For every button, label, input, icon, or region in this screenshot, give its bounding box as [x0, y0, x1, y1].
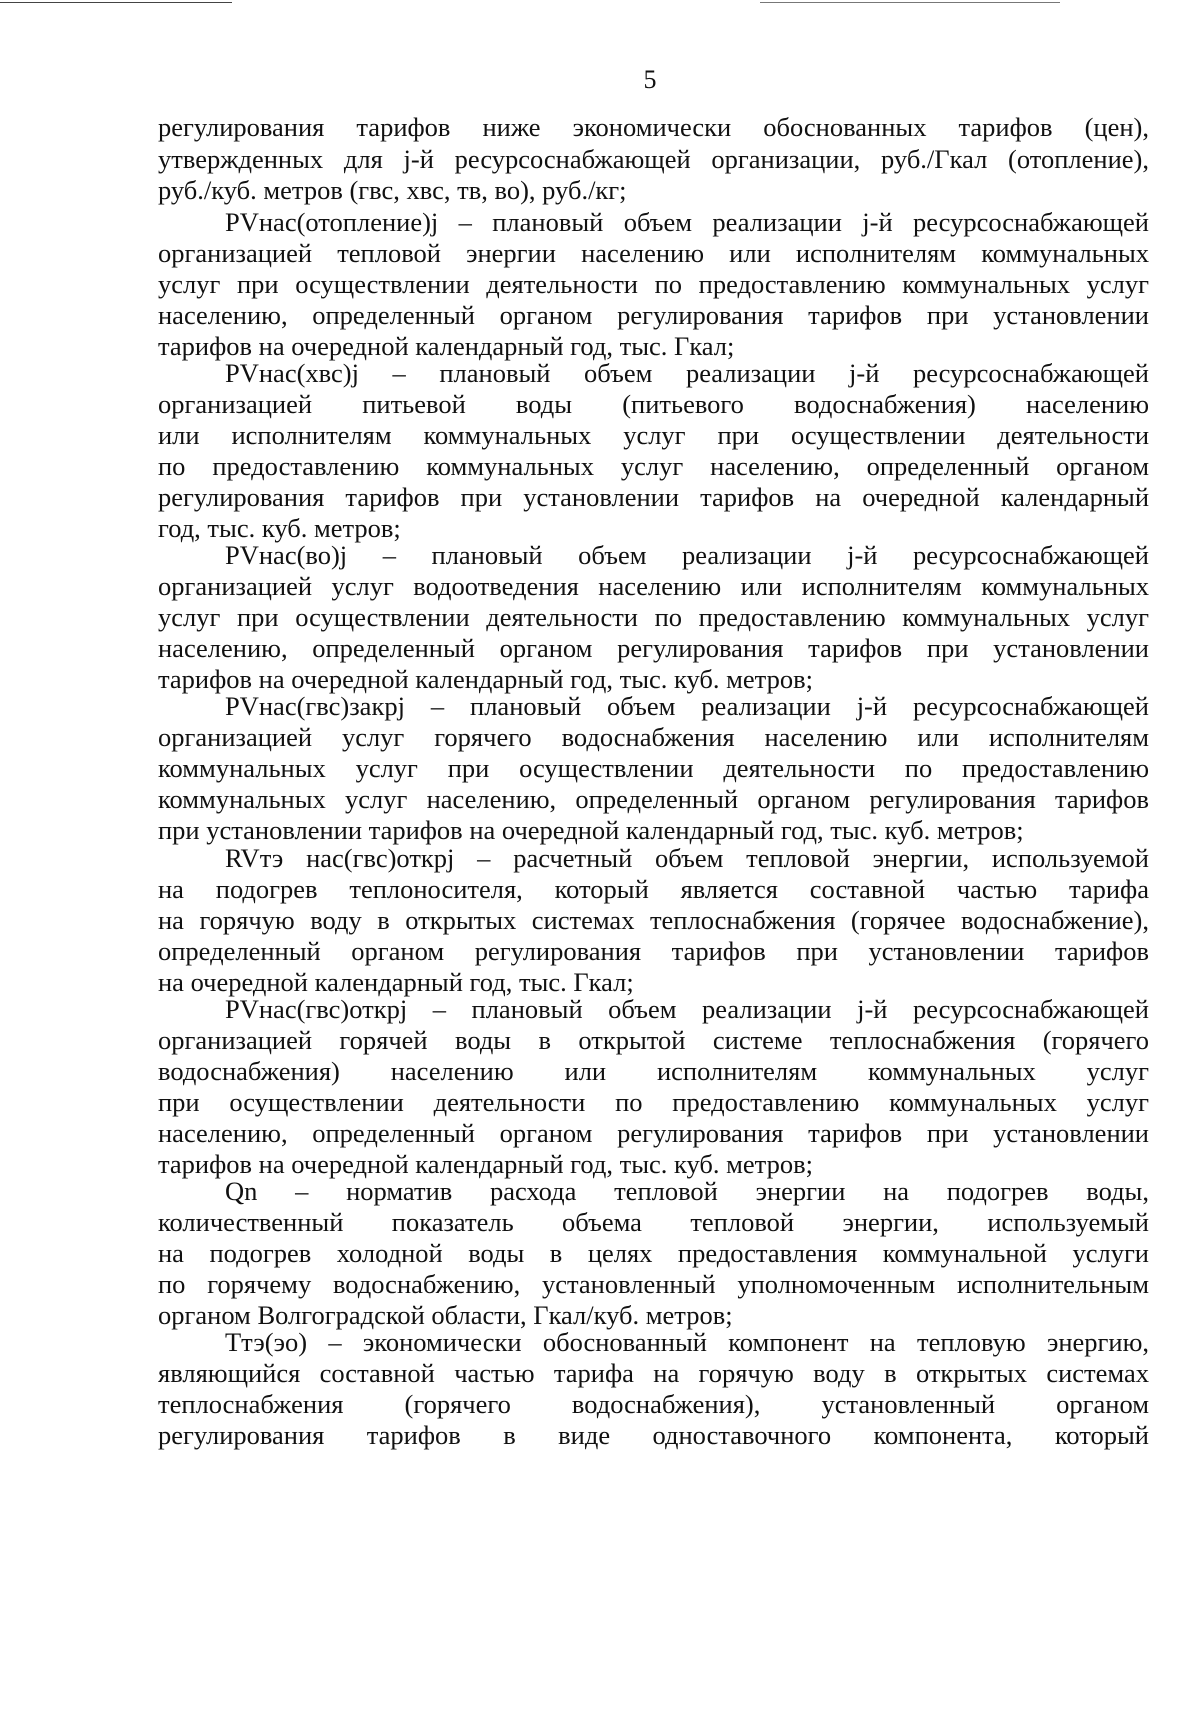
text-line: количественный показатель объема тепловой энергии, используемый — [158, 1207, 1149, 1237]
text-line: населению, определенный органом регулирования тарифов при установлении — [158, 633, 1149, 663]
text-line: населению, определенный органом регулирования тарифов при установлении — [158, 1118, 1149, 1148]
text-line: по предоставлению коммунальных услуг населению, определенный органом — [158, 451, 1149, 481]
text-line: на подогрев теплоносителя, который является составной частью тарифа — [158, 874, 1149, 904]
text-line: регулирования тарифов ниже экономически обоснованных тарифов (цен), — [158, 112, 1149, 142]
paragraph-first-line: RVтэ нас(гвс)открj – расчетный объем тепловой энергии, используемой — [225, 843, 1149, 873]
text-line: организацией услуг водоотведения населению или исполнителям коммунальных — [158, 571, 1149, 601]
paragraph-first-line: PVнас(отопление)j – плановый объем реализации j-й ресурсоснабжающей — [225, 207, 1149, 237]
text-line: тарифов на очередной календарный год, тыс. куб. метров; — [158, 664, 813, 694]
text-line: теплоснабжения (горячего водоснабжения), установленный органом — [158, 1389, 1149, 1419]
text-line: водоснабжения) населению или исполнителям коммунальных услуг — [158, 1056, 1149, 1086]
paragraph-first-line: PVнас(гвс)открj – плановый объем реализации j-й ресурсоснабжающей — [225, 994, 1149, 1024]
text-line: органом Волгоградской области, Гкал/куб. метров; — [158, 1300, 733, 1330]
text-line: услуг при осуществлении деятельности по предоставлению коммунальных услуг — [158, 602, 1149, 632]
text-line: утвержденных для j-й ресурсоснабжающей организации, руб./Гкал (отопление), — [158, 144, 1149, 174]
text-line: тарифов на очередной календарный год, тыс. Гкал; — [158, 331, 735, 361]
text-line: коммунальных услуг при осуществлении деятельности по предоставлению — [158, 753, 1149, 783]
text-line: населению, определенный органом регулирования тарифов при установлении — [158, 300, 1149, 330]
text-line: организацией тепловой энергии населению или исполнителям коммунальных — [158, 238, 1149, 268]
scan-edge-line — [760, 2, 1060, 3]
text-line: тарифов на очередной календарный год, тыс. куб. метров; — [158, 1149, 813, 1179]
paragraph-first-line: PVнас(хвс)j – плановый объем реализации j-й ресурсоснабжающей — [225, 358, 1149, 388]
text-line: регулирования тарифов при установлении тарифов на очередной календарный — [158, 482, 1149, 512]
text-line: на горячую воду в открытых системах теплоснабжения (горячее водоснабжение), — [158, 905, 1149, 935]
scan-edge-line — [0, 2, 232, 3]
text-line: или исполнителям коммунальных услуг при осуществлении деятельности — [158, 420, 1149, 450]
text-line: на очередной календарный год, тыс. Гкал; — [158, 967, 634, 997]
text-line: организацией горячей воды в открытой системе теплоснабжения (горячего — [158, 1025, 1149, 1055]
text-line: коммунальных услуг населению, определенный органом регулирования тарифов — [158, 784, 1149, 814]
text-line: при осуществлении деятельности по предоставлению коммунальных услуг — [158, 1087, 1149, 1117]
text-line: регулирования тарифов в виде одноставочного компонента, который — [158, 1420, 1149, 1450]
text-line: организацией услуг горячего водоснабжения населению или исполнителям — [158, 722, 1149, 752]
paragraph-first-line: Qn – норматив расхода тепловой энергии на подогрев воды, — [225, 1176, 1149, 1206]
paragraph-first-line: PVнас(гвс)закрj – плановый объем реализации j-й ресурсоснабжающей — [225, 691, 1149, 721]
text-line: определенный органом регулирования тарифов при установлении тарифов — [158, 936, 1149, 966]
text-line: руб./куб. метров (гвс, хвс, тв, во), руб./кг; — [158, 175, 627, 205]
text-line: год, тыс. куб. метров; — [158, 513, 401, 543]
text-line: являющийся составной частью тарифа на горячую воду в открытых системах — [158, 1358, 1149, 1388]
paragraph-first-line: PVнас(во)j – плановый объем реализации j-й ресурсоснабжающей — [225, 540, 1149, 570]
text-line: по горячему водоснабжению, установленный уполномоченным исполнительным — [158, 1269, 1149, 1299]
page-number: 5 — [643, 65, 657, 94]
text-line: услуг при осуществлении деятельности по предоставлению коммунальных услуг — [158, 269, 1149, 299]
paragraph-first-line: Ттэ(эо) – экономически обоснованный компонент на тепловую энергию, — [225, 1327, 1149, 1357]
text-line: на подогрев холодной воды в целях предоставления коммунальной услуги — [158, 1238, 1149, 1268]
text-line: организацией питьевой воды (питьевого водоснабжения) населению — [158, 389, 1149, 419]
text-line: при установлении тарифов на очередной календарный год, тыс. куб. метров; — [158, 815, 1024, 845]
